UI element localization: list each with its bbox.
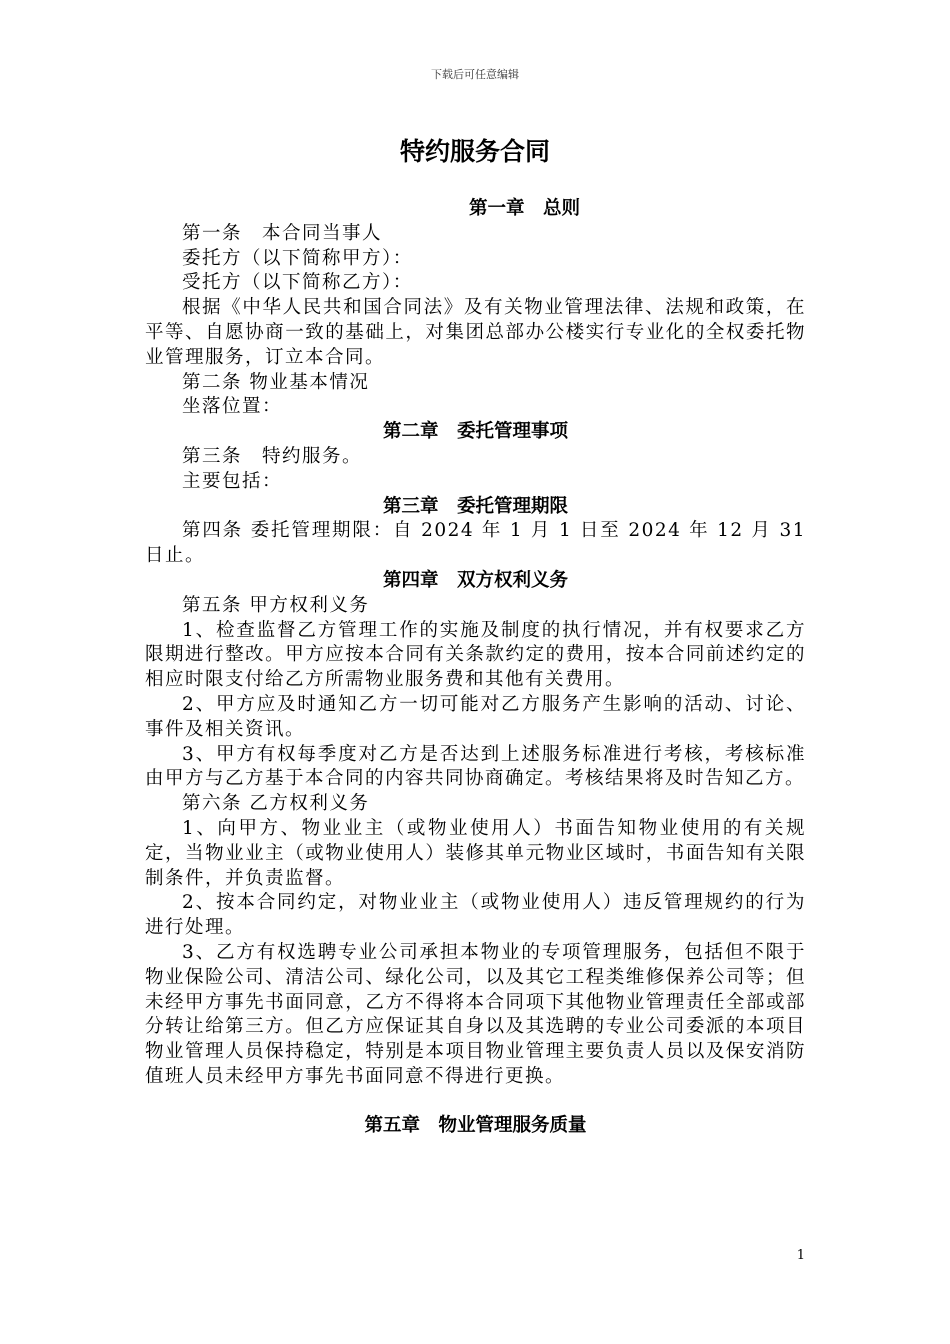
- party-a-line: 委托方（以下简称甲方）：: [182, 247, 413, 269]
- header-note: 下载后可任意编辑: [431, 68, 519, 81]
- article-1: 第一条 本合同当事人: [182, 222, 383, 244]
- article-4: 第四条 委托管理期限：自 2024 年 1 月 1 日至 2024 年 12 月 31 日止。: [145, 520, 806, 567]
- document-body: [145, 197, 806, 1138]
- chapter-1-heading: 第一章 总则: [468, 198, 580, 219]
- party-b-line: 受托方（以下简称乙方）：: [182, 272, 413, 294]
- article-5-item-3: 3、甲方有权每季度对乙方是否达到上述服务标准进行考核，考核标准由甲方与乙方基于本合同的内容共同协商确定。考核结果将及时告知乙方。: [145, 743, 806, 790]
- article-5-item-1: 1、检查监督乙方管理工作的实施及制度的执行情况，并有权要求乙方限期进行整改。甲方应按本合同有关条款约定的费用，按本合同前述约定的相应时限支付给乙方所需物业服务费和其他有关费用。: [145, 619, 806, 691]
- article-6-item-2: 2、按本合同约定，对物业业主（或物业使用人）违反管理规约的行为进行处理。: [145, 892, 806, 939]
- document-title: 特约服务合同: [399, 137, 550, 166]
- article-6-item-3: 3、乙方有权选聘专业公司承担本物业的专项管理服务，包括但不限于物业保险公司、清洁公司、绿化公司，以及其它工程类维修保养公司等；但未经甲方事先书面同意，乙方不得将本合同项下其他物业管理责任全部或部分转让给第三方。但乙方应保证其自身以及其选聘的专业公司委派的本项目物业管理人员保持稳定，特别是本项目物业管理主要负责人员以及保安消防值班人员未经甲方事先书面同意不得进行更换。: [145, 941, 806, 1087]
- article-5: 第五条 甲方权利义务: [182, 594, 370, 616]
- article-2: 第二条 物业基本情况: [182, 371, 370, 393]
- section-spacer: [145, 1090, 806, 1114]
- article-6: 第六条 乙方权利义务: [182, 793, 370, 815]
- article-5-item-2: 2、甲方应及时通知乙方一切可能对乙方服务产生影响的活动、讨论、事件及相关资讯。: [145, 693, 806, 740]
- article-6-item-1: 1、向甲方、物业业主（或物业使用人）书面告知物业使用的有关规定，当物业业主（或物业使用人）装修其单元物业区域时，书面告知有关限制条件，并负责监督。: [145, 817, 806, 889]
- article-3: 第三条 特约服务。: [182, 445, 363, 467]
- chapter-5-heading: 第五章 物业管理服务质量: [364, 1114, 587, 1136]
- location-line: 坐落位置：: [182, 396, 283, 418]
- chapter-4-heading: 第四章 双方权利义务: [382, 569, 568, 591]
- preamble-paragraph: 根据《中华人民共和国合同法》及有关物业管理法律、法规和政策，在平等、自愿协商一致的基础上，对集团总部办公楼实行专业化的全权委托物业管理服务，订立本合同。: [145, 297, 806, 368]
- page-number: 1: [796, 1248, 805, 1263]
- scope-line: 主要包括：: [182, 470, 283, 492]
- chapter-3-heading: 第三章 委托管理期限: [382, 495, 568, 517]
- chapter-2-heading: 第二章 委托管理事项: [382, 421, 568, 443]
